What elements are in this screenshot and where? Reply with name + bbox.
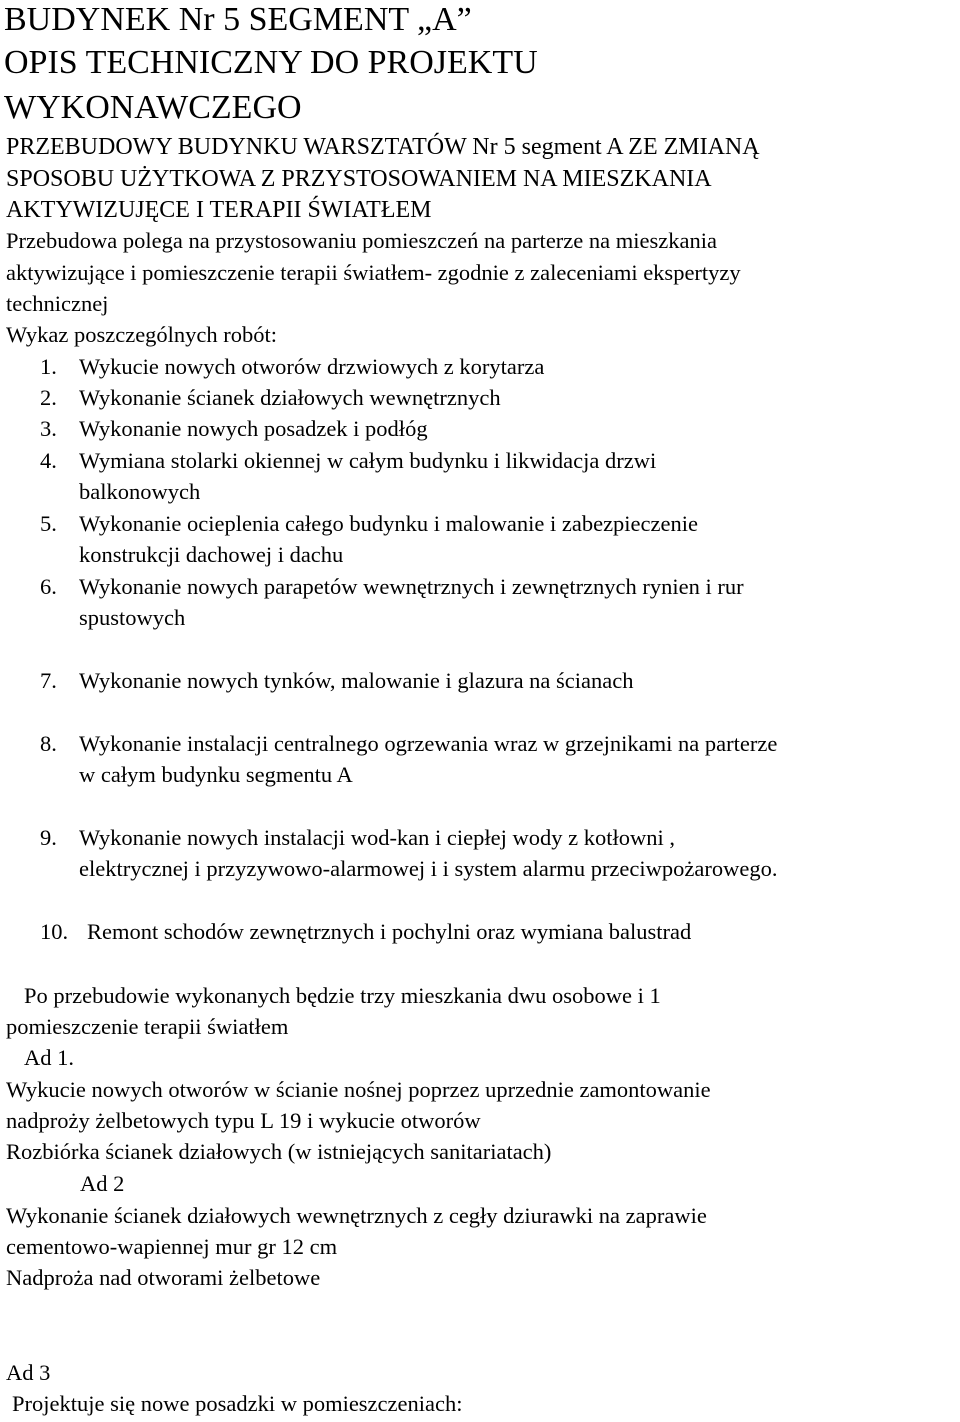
list-item-text-continued: w całym budynku segmentu A — [79, 762, 353, 787]
doc-subtitle-line-2: SPOSOBU UŻYTKOWA Z PRZYSTOSOWANIEM NA MIESZKANIA — [6, 166, 712, 192]
doc-subtitle-line-1: PRZEBUDOWY BUDYNKU WARSZTATÓW Nr 5 segment A ZE ZMIANĄ — [6, 134, 760, 160]
list-item-text: Wykucie nowych otworów drzwiowych z korytarza — [79, 354, 545, 379]
list-item-text-continued: elektrycznej i przyzywowo-alarmowej i i system alarmu przeciwpożarowego. — [79, 856, 778, 881]
intro-line-3: technicznej — [6, 291, 109, 316]
list-item-text: Wykonanie instalacji centralnego ogrzewania wraz w grzejnikami na parterze — [79, 731, 778, 756]
list-item-text: Wykonanie nowych instalacji wod-kan i ciepłej wody z kotłowni , — [79, 825, 675, 850]
intro-line-1: Przebudowa polega na przystosowaniu pomieszczeń na parterze na mieszkania — [6, 228, 717, 253]
list-item-number: 9. — [40, 825, 57, 850]
ad2-line-1: Wykonanie ścianek działowych wewnętrznych z cegły dziurawki na zaprawie — [6, 1203, 707, 1228]
list-item-text-continued: konstrukcji dachowej i dachu — [79, 542, 344, 567]
doc-title-line-3: WYKONAWCZEGO — [4, 89, 302, 126]
list-item-number: 4. — [40, 448, 57, 473]
list-item-number: 2. — [40, 385, 57, 410]
list-item-text: Wykonanie ścianek działowych wewnętrznych — [79, 385, 501, 410]
list-item-text: Wykonanie ocieplenia całego budynku i malowanie i zabezpieczenie — [79, 511, 698, 536]
doc-title-line-1: BUDYNEK Nr 5 SEGMENT „A” — [4, 1, 472, 38]
ad3-line-1: Projektuje się nowe posadzki w pomieszczeniach: — [12, 1391, 463, 1416]
ad1-line-2: nadproży żelbetowych typu L 19 i wykucie otworów — [6, 1108, 481, 1133]
doc-title-line-2: OPIS TECHNICZNY DO PROJEKTU — [4, 44, 538, 81]
intro-line-2: aktywizujące i pomieszczenie terapii światłem- zgodnie z zaleceniami ekspertyzy — [6, 260, 741, 285]
ad2-heading: Ad 2 — [80, 1171, 125, 1196]
list-item-number: 8. — [40, 731, 57, 756]
ad1-line-3: Rozbiórka ścianek działowych (w istniejących sanitariatach) — [6, 1139, 552, 1164]
doc-subtitle-line-3: AKTYWIZUJĘCE I TERAPII ŚWIATŁEM — [6, 197, 432, 223]
list-item-number: 7. — [40, 668, 57, 693]
list-item-number: 10. — [40, 919, 69, 944]
list-item-text: Wykonanie nowych posadzek i podłóg — [79, 416, 428, 441]
list-item-text: Wymiana stolarki okiennej w całym budynku i likwidacja drzwi — [79, 448, 657, 473]
summary-line-1: Po przebudowie wykonanych będzie trzy mieszkania dwu osobowe i 1 — [24, 983, 661, 1008]
works-list-heading: Wykaz poszczególnych robót: — [6, 322, 278, 347]
list-item-number: 6. — [40, 574, 57, 599]
list-item-number: 3. — [40, 416, 57, 441]
list-item-text: Wykonanie nowych tynków, malowanie i glazura na ścianach — [79, 668, 634, 693]
summary-line-2: pomieszczenie terapii światłem — [6, 1014, 289, 1039]
list-item-text-continued: balkonowych — [79, 479, 201, 504]
ad1-heading: Ad 1. — [24, 1045, 74, 1070]
list-item-number: 5. — [40, 511, 57, 536]
ad2-line-3: Nadproża nad otworami żelbetowe — [6, 1265, 321, 1290]
list-item-text: Wykonanie nowych parapetów wewnętrznych i zewnętrznych rynien i rur — [79, 574, 744, 599]
list-item-number: 1. — [40, 354, 57, 379]
ad2-line-2: cementowo-wapiennej mur gr 12 cm — [6, 1234, 338, 1259]
list-item-text-continued: spustowych — [79, 605, 186, 630]
ad3-heading: Ad 3 — [6, 1360, 51, 1385]
list-item-text: Remont schodów zewnętrznych i pochylni oraz wymiana balustrad — [87, 919, 692, 944]
ad1-line-1: Wykucie nowych otworów w ścianie nośnej poprzez uprzednie zamontowanie — [6, 1077, 711, 1102]
